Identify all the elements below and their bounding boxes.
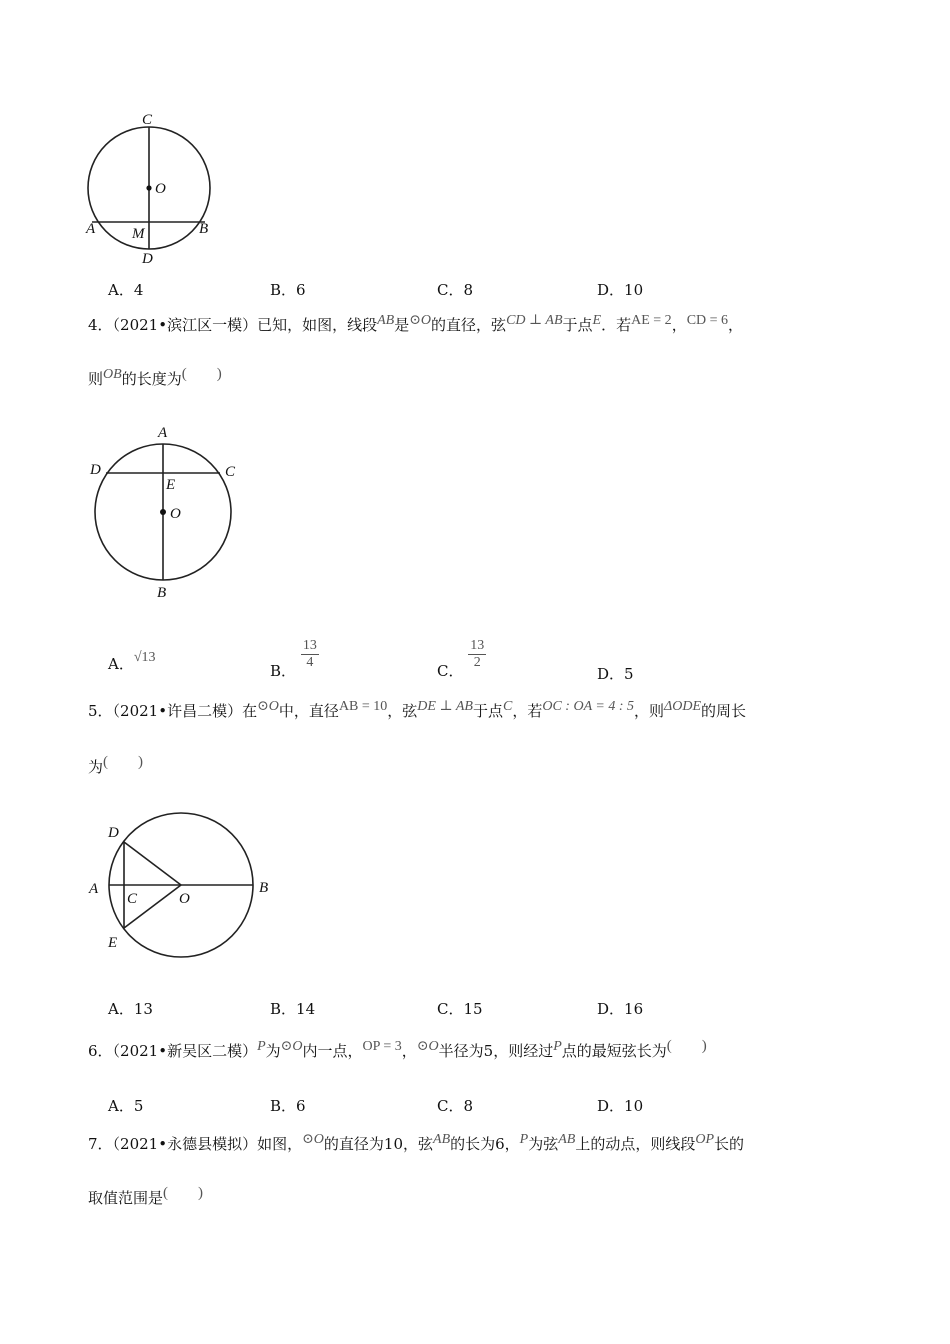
q3-option-d[interactable]: D．10 [597,281,644,299]
q4-circle-figure [80,418,250,603]
q4-option-a[interactable]: A．√13 [108,650,156,673]
q3-label-c: C [142,112,153,128]
q4-option-c-fraction: $\frac{13}{2}$ [470,638,485,670]
q5-stem-line1: 5．（2021•许昌二模）在⊙O中，直径AB = 10，弦DE ⊥ AB于点C，若OC : OA = 4 : 5，则ΔODE的周长 [88,699,747,720]
q4-label-e: E [166,477,176,493]
q3-option-b[interactable]: B．6 [270,281,306,299]
q7-stem-line1: 7．（2021•永德县模拟）如图，⊙O的直径为10，弦AB的长为6，P为弦AB上的动点，则线段OP长的 [88,1132,745,1153]
q4-option-b-fraction: $\frac{13}{4}$ [302,638,317,670]
q5-label-a: A [89,881,99,897]
q4-stem-line1: 4．（2021•滨江区一模）已知，如图，线段AB是⊙O的直径，弦CD ⊥ AB于点E．若AE = 2，CD = 6， [88,313,744,334]
q3-option-a[interactable]: A．4 [108,281,144,299]
q5-option-d[interactable]: D．16 [597,1000,644,1018]
q6-option-a[interactable]: A．5 [108,1097,144,1115]
q5-option-a[interactable]: A．13 [108,1000,153,1018]
q7-stem-line2: 取值范围是( ) [88,1185,204,1207]
q6-option-b[interactable]: B．6 [270,1097,306,1115]
q4-option-b[interactable]: B． $\frac{13}{4}$ [270,638,317,680]
q4-option-d[interactable]: D．5 [597,665,634,683]
q5-label-o: O [179,891,190,907]
q4-label-c: C [225,464,236,480]
q4-label-d: D [90,462,101,478]
q3-label-b: B [199,221,209,237]
q4-label-b: B [157,585,167,601]
q3-option-c[interactable]: C．8 [437,281,474,299]
q4-label-a: A [158,425,168,441]
q3-circle-figure [80,105,230,270]
q5-label-d: D [108,825,119,841]
q5-stem-line2: 为( ) [88,754,144,776]
q5-option-c[interactable]: C．15 [437,1000,483,1018]
q6-option-d[interactable]: D．10 [597,1097,644,1115]
q6-option-c[interactable]: C．8 [437,1097,474,1115]
q4-option-c[interactable]: C． $\frac{13}{2}$ [437,638,485,680]
q3-label-a: A [86,221,96,237]
q4-stem-line2: 则OB的长度为( ) [88,366,222,388]
q4-label-o: O [170,506,181,522]
q5-label-c: C [127,891,138,907]
q5-option-b[interactable]: B．14 [270,1000,316,1018]
q5-circle-figure [82,810,282,960]
q5-label-e: E [108,935,118,951]
q6-stem: 6．（2021•新吴区二模）P为⊙O内一点，OP = 3，⊙O半径为5，则经过P点的最短弦长为( ) [88,1038,707,1060]
q3-label-o: O [155,181,166,197]
q5-label-b: B [259,880,269,896]
q3-label-d: D [142,251,153,267]
q3-label-m: M [132,226,145,242]
